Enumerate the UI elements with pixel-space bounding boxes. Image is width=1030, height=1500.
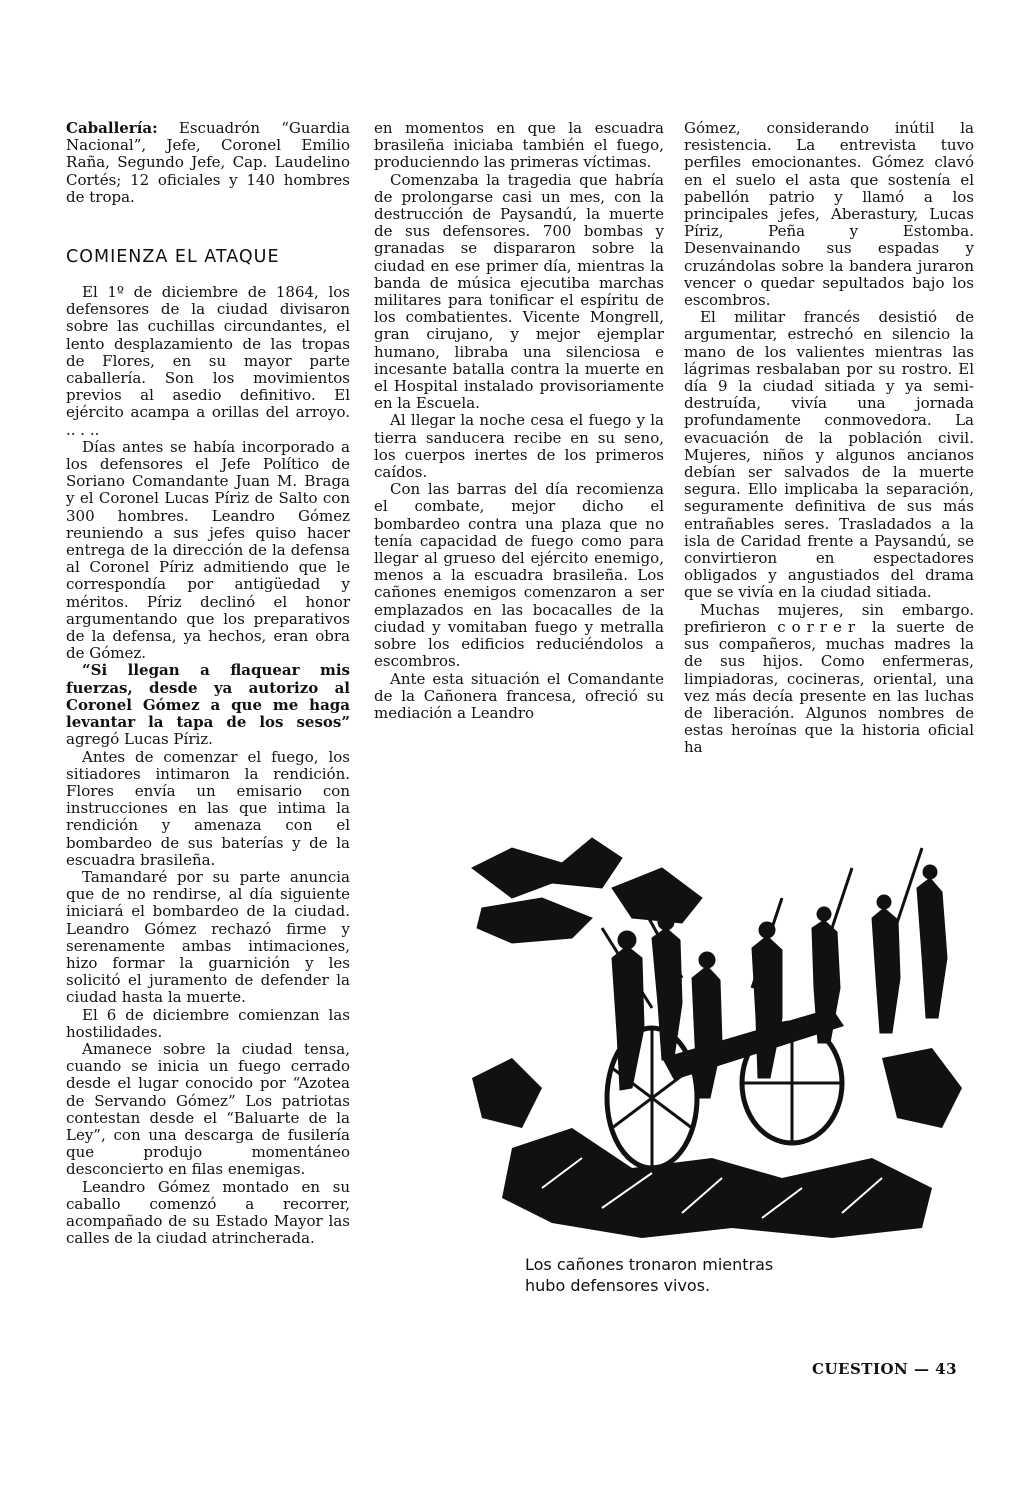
caption-line-2: hubo defensores vivos. xyxy=(525,1276,711,1295)
illustration-caption xyxy=(525,1254,855,1296)
quote-paragraph xyxy=(66,662,350,748)
column-2 xyxy=(374,120,664,722)
col2-paragraph-3: Al llegar la noche cesa el fuego y la tierra sanducera recibe en su seno, los cuerpos inertes de los primeros caídos. xyxy=(374,411,664,482)
cavalry-paragraph xyxy=(66,120,350,206)
col3-paragraph-1: Gómez, considerando inútil la resistencia. La entrevista tuvo perfiles emocionantes. Gómez clavó en el suelo el asta que sostenía el pabellón patrio y llamó a los principales jefes, Aberastury, Lucas Píriz, Peña y Estomba. Desenvainando sus espadas y cruzándolas sobre la bandera juraron vencer o quedar sepultados bajo los escombros. xyxy=(684,119,974,310)
tracked-word: correr xyxy=(777,617,862,636)
col3-p3-start: Muchas mujeres, sin embargo. prefirieron xyxy=(684,600,974,636)
col3-paragraph-3 xyxy=(684,602,974,757)
cavalry-label: Caballería: xyxy=(66,119,158,137)
col1-paragraph-6: El 6 de diciembre comienzan las hostilidades. xyxy=(66,1005,350,1041)
col1-paragraph-8: Leandro Gómez montado en su caballo comenzó a recorrer, acompañado de su Estado Mayor las calles de la ciudad atrincherada. xyxy=(66,1177,350,1248)
col1-paragraph-7: Amanece sobre la ciudad tensa, cuando se inicia un fuego cerrado desde el lugar conocido por “Azotea de Servando Gómez” Los patriotas contestan desde el “Baluarte de la Ley”, con una descarga de fusilería que produjo momentáneo desconcierto en filas enemigas. xyxy=(66,1039,350,1179)
smoke-patch-icon xyxy=(612,868,702,923)
col3-paragraph-2: El militar francés desistió de argumentar, estrechó en silencio la mano de los valientes mientras las lágrimas resbalaban por su rostro. El día 9 la ciudad sitiada y ya semi-destruída, vivía una jornada profundamente conmovedora. La evacuación de la población civil. Mujeres, niños y algunos ancianos debían ser salvados de la muerte segura. Ello implicaba la separación, seguramente definitiva de sus más entrañables seres. Trasladados a la isla de Caridad frente a Paysandú, se convirtieron en espectadores obligados y angustiados del drama que se vivía en la ciudad sitiada. xyxy=(684,308,974,602)
smoke-patch-icon xyxy=(472,838,622,898)
cannon-battle-illustration xyxy=(452,828,972,1248)
rubble-icon xyxy=(472,1048,962,1238)
cannon-barrel-icon xyxy=(662,1008,844,1080)
col2-paragraph-1: en momentos en que la escuadra brasileña iniciaba también el fuego, producienndo las primeras víctimas. xyxy=(374,119,664,172)
col1-paragraph-5: Tamandaré por su parte anuncia que de no rendirse, al día siguiente iniciará el bombardeo de la ciudad. Leandro Gómez rechazó firme y serenamente ambas intimaciones, hizo formar la guarnición y les solicitó el juramento de defender la ciudad hasta la muerte. xyxy=(66,867,350,1007)
col3-p3-end: la suerte de sus compañeros, muchas madres la de sus hijos. Como enfermeras, limpiadoras, cocineras, oriental, una vez más decía presente en las luchas de liberación. Algunos nombres de estas heroínas que la historia oficial ha xyxy=(684,617,974,757)
cavalry-text: Escuadrón “Guardia Nacional”, Jefe, Coronel Emilio Raña, Segundo Jefe, Cap. Laudelino Cortés; 12 oficiales y 140 hombres de tropa. xyxy=(66,119,350,206)
col2-paragraph-5: Ante esta situación el Comandante de la Cañonera francesa, ofreció su mediación a Leandro xyxy=(374,669,664,722)
col1-paragraph-4: Antes de comenzar el fuego, los sitiadores intimaron la rendición. Flores envía un emisario con instrucciones en las que intima la rendición y amenaza con el bombardeo de sus baterías y de la escuadra brasileña. xyxy=(66,747,350,869)
col2-paragraph-4: Con las barras del día recomienza el combate, mejor dicho el bombardeo contra una plaza que no tenía capacidad de fuego como para llegar al grueso del ejército enemigo, menos a la escuadra brasileña. Los cañones enemigos comenzaron a ser emplazados en las bocacalles de la ciudad y vomitaban fuego y metralla sobre los edificios reduciéndolos a escombros. xyxy=(374,480,664,671)
page-footer: CUESTION — 43 xyxy=(812,1360,958,1378)
piriz-quote: “Si llegan a flaquear mis fuerzas, desde ya autorizo al Coronel Gómez a que me haga levantar la tapa de los sesos” xyxy=(66,661,350,732)
column-3 xyxy=(684,120,974,757)
col1-paragraph-2: El 1º de diciembre de 1864, los defensores de la ciudad divisaron sobre las cuchillas circundantes, el lento desplazamiento de las tropas de Flores, en su mayor parte caballería. Son los movimientos previos al asedio definitivo. El ejército acampa a orillas del arroyo. .. . .. xyxy=(66,283,350,439)
section-heading: COMIENZA EL ATAQUE xyxy=(66,247,280,268)
col1-paragraph-3: Días antes se había incorporado a los defensores el Jefe Político de Soriano Comandante Juan M. Braga y el Coronel Lucas Píriz de Salto con 300 hombres. Leandro Gómez reuniendo a sus jefes quiso hacer entrega de la dirección de la defensa al Coronel Píriz admitiendo que le correspondía por antigüedad y méritos. Píriz declinó el honor argumentando que los preparativos de la defensa, ya hechos, eran obra de Gómez. xyxy=(66,437,350,663)
col2-paragraph-2: Comenzaba la tragedia que habría de prolongarse casi un mes, con la destrucción de Paysandú, la muerte de sus defensores. 700 bombas y granadas se dispararon sobre la ciudad en ese primer día, mientras la banda de música ejecutiba marchas militares para tonificar el espíritu de los combatientes. Vicente Mongrell, gran cirujano, y mejor ejemplar humano, libraba una silenciosa e incesante batalla contra la muerte en el Hospital instalado provisoriamente en la Escuela. xyxy=(374,170,664,413)
smoke-patch-icon xyxy=(477,898,592,943)
column-1 xyxy=(66,120,350,1247)
quote-attribution: agregó Lucas Píriz. xyxy=(66,730,213,749)
caption-line-1: Los cañones tronaron mientras xyxy=(525,1255,774,1274)
